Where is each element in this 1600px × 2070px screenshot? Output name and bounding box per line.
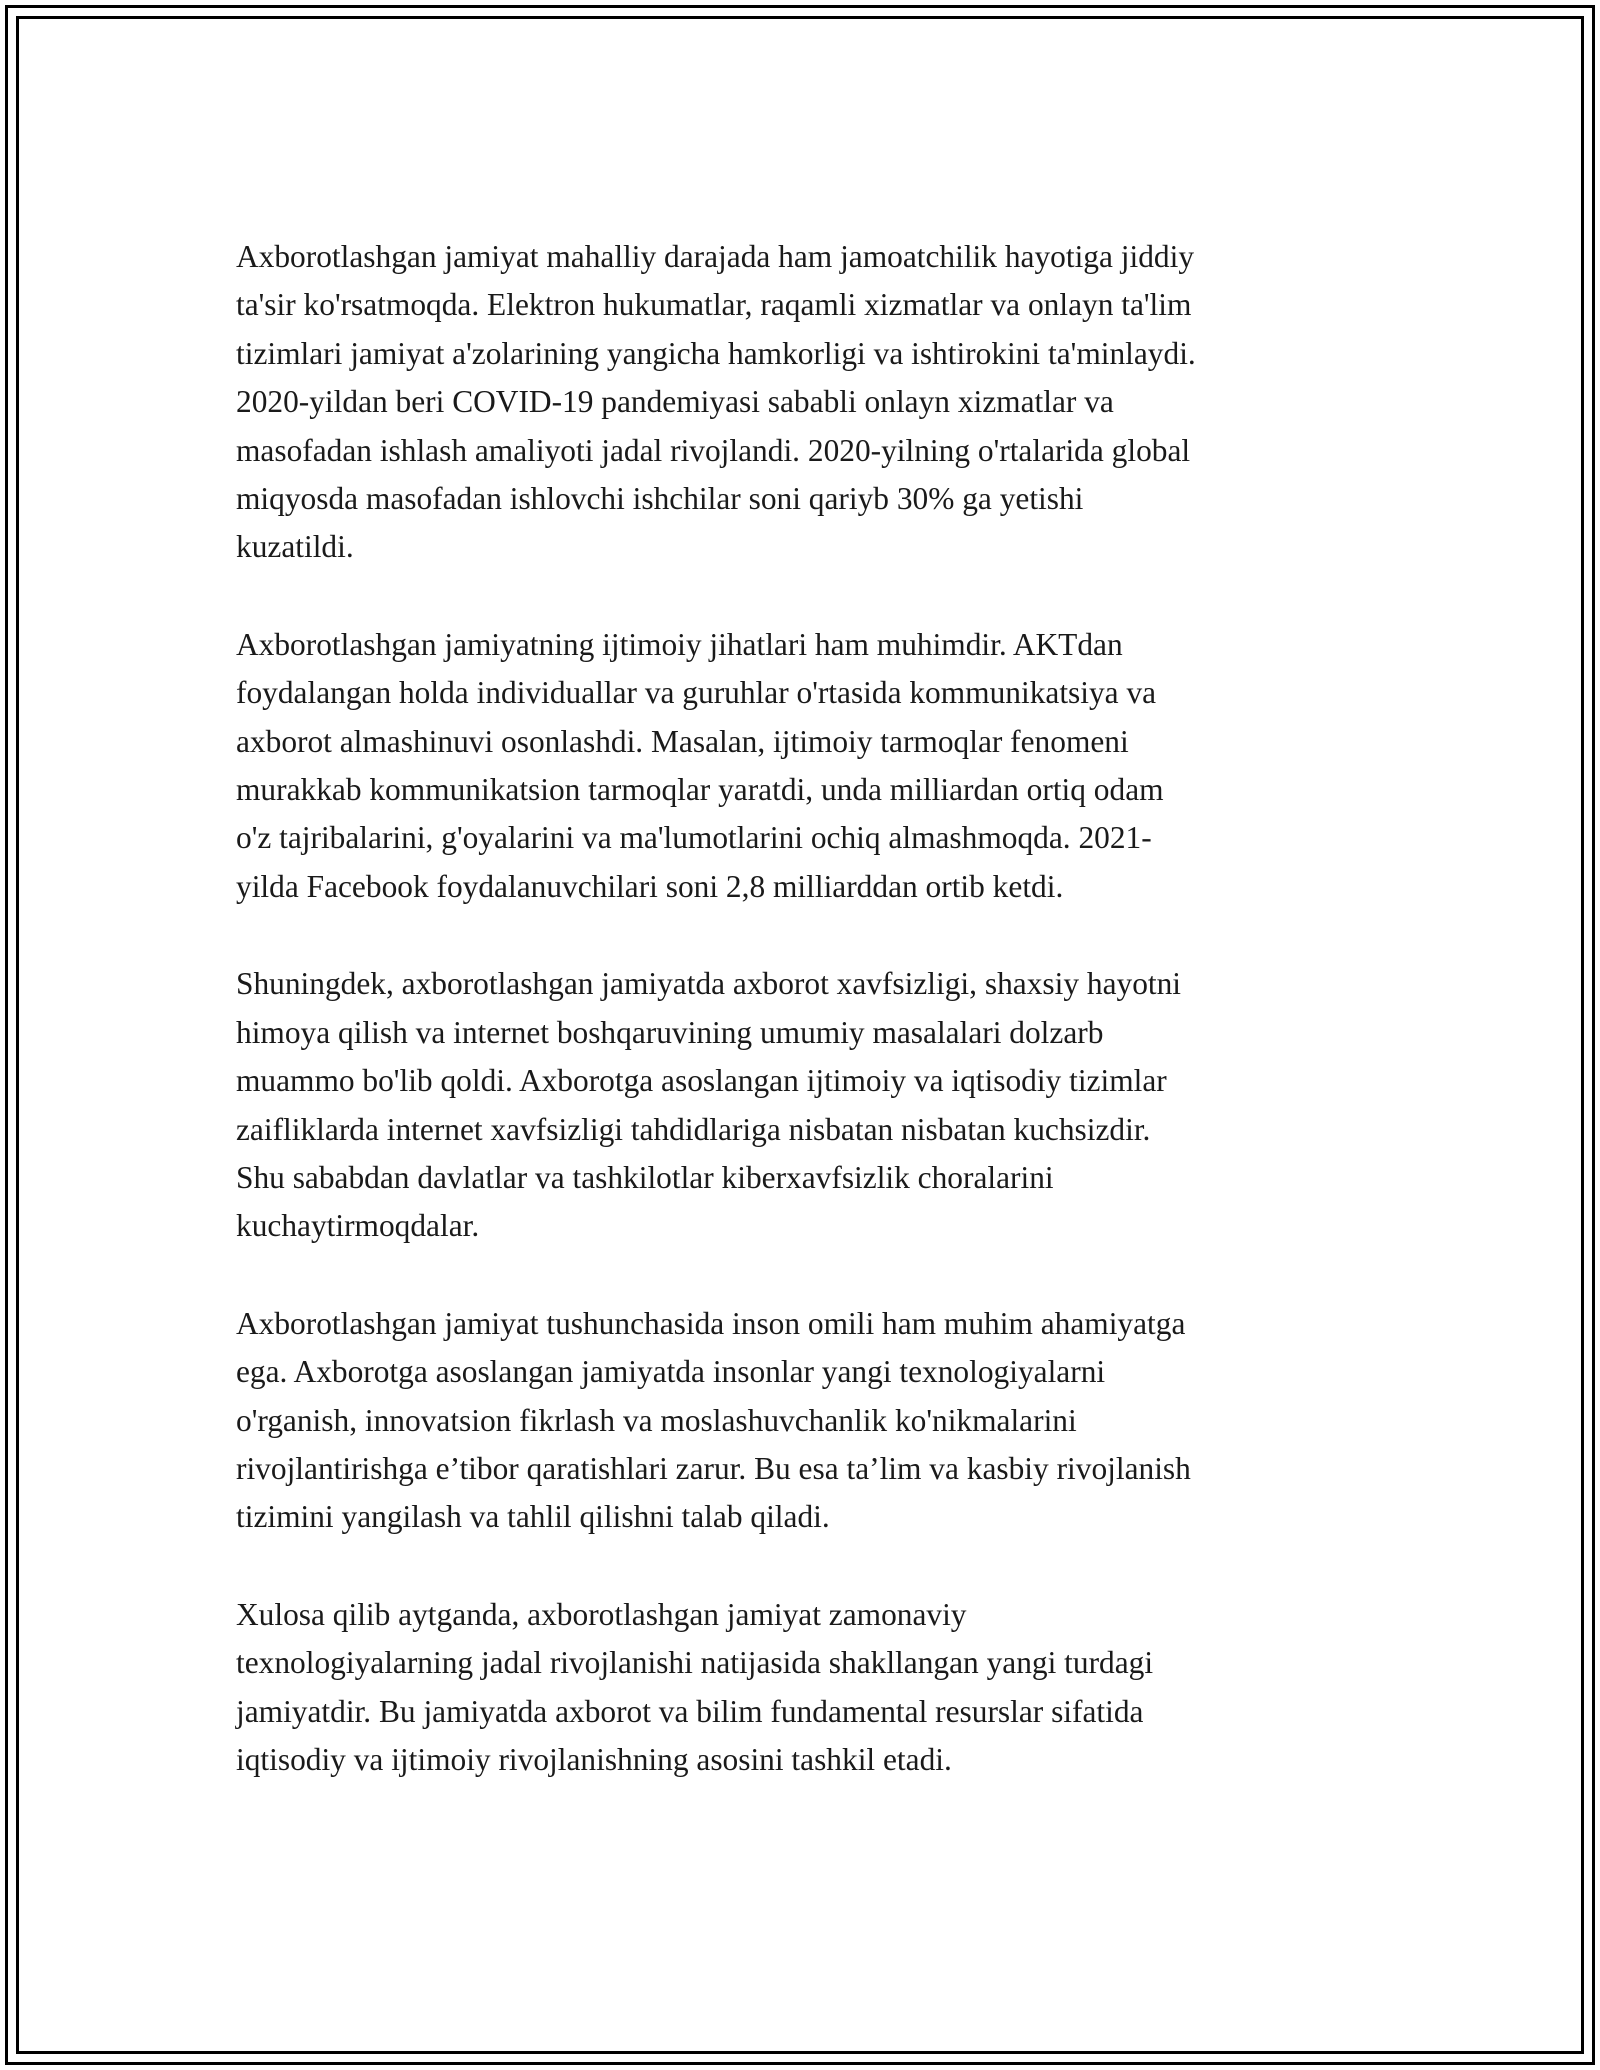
paragraph-1: Axborotlashgan jamiyat mahalliy darajada ham jamoatchilik hayotiga jiddiy ta'sir ko'rsatmoqda. Elektron hukumatlar, raqamli xizmatlar va onlayn ta'lim tizimlari jamiyat a'zolarining yangicha hamkorligi va ishtirokini ta'minlaydi. 2020-yildan beri COVID-19 pandemiyasi sababli onlayn xizmatlar va masofadan ishlash amaliyoti jadal rivojlandi. 2020-yilning o'rtalarida global miqyosda masofadan ishlovchi ishchilar soni qariyb 30% ga yetishi kuzatildi. (236, 239, 1196, 565)
document-body (236, 233, 1376, 1784)
paragraph-2: Axborotlashgan jamiyatning ijtimoiy jihatlari ham muhimdir. AKTdan foydalangan holda individuallar va guruhlar o'rtasida kommunikatsiya va axborot almashinuvi osonlashdi. Masalan, ijtimoiy tarmoqlar fenomeni murakkab kommunikatsion tarmoqlar yaratdi, unda milliardan ortiq odam o'z tajribalarini, g'oyalarini va ma'lumotlarini ochiq almashmoqda. 2021- yilda Facebook foydalanuvchilari soni 2,8 milliarddan ortib ketdi. (236, 626, 1164, 904)
paragraph-3: Shuningdek, axborotlashgan jamiyatda axborot xavfsizligi, shaxsiy hayotni himoya qilish va internet boshqaruvining umumiy masalalari dolzarb muammo bo'lib qoldi. Axborotga asoslangan ijtimoiy va iqtisodiy tizimlar zaifliklarda internet xavfsizligi tahdidlariga nisbatan nisbatan kuchsizdir. Shu sababdan davlatlar va tashkilotlar kiberxavfsizlik choralarini kuchaytirmoqdalar. (236, 966, 1182, 1244)
paragraph-4: Axborotlashgan jamiyat tushunchasida inson omili ham muhim ahamiyatga ega. Axborotga asoslangan jamiyatda insonlar yangi texnologiyalarni o'rganish, innovatsion fikrlash va moslashuvchanlik ko'nikmalarini rivojlantirishga e’tibor qaratishlari zarur. Bu esa ta’lim va kasbiy rivojlanish tizimini yangilash va tahlil qilishni talab qiladi. (236, 1305, 1191, 1535)
paragraph-5: Xulosa qilib aytganda, axborotlashgan jamiyat zamonaviy texnologiyalarning jadal rivojlanishi natijasida shakllangan yangi turdagi jamiyatdir. Bu jamiyatda axborot va bilim fundamental resurslar sifatida iqtisodiy va ijtimoiy rivojlanishning asosini tashkil etadi. (236, 1596, 1154, 1777)
